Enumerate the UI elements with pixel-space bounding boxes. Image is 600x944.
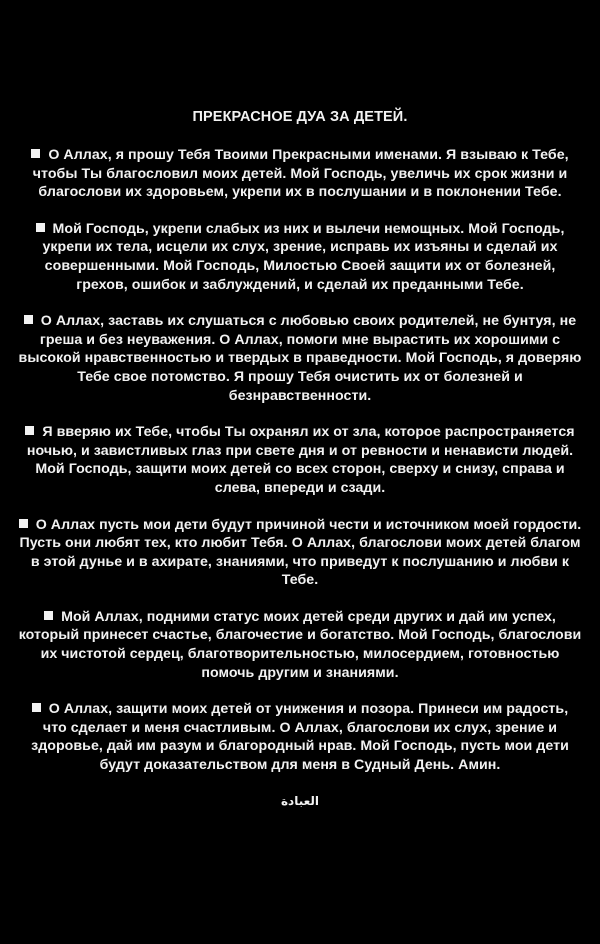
paragraph-text: О Аллах пусть мои дети будут причиной чести и источником моей гордости. Пусть они любят тех, кто любит Тебя. О Аллах, благослови моих детей благом в этой дунье и в ахирате, знаниями, что приведут к послушанию и любви к Тебе. (19, 516, 582, 589)
dua-paragraph-6 (18, 608, 582, 682)
paragraph-text: О Аллах, я прошу Тебя Твоими Прекрасными именами. Я взываю к Тебе, чтобы Ты благословил моих детей. Мой Господь, увеличь их срок жизни и благослови их здоровьем, укрепи их в послушании и в поклонении Тебе. (32, 147, 569, 201)
paragraph-text: Мой Аллах, подними статус моих детей среди других и дай им успех, который принесет счастье, благочестие и богатство. Мой Господь, благослови их чистотой сердец, благотворительностью, милосердием, готовностью помочь другим и знаниями. (18, 608, 582, 681)
square-bullet-icon (44, 611, 53, 620)
square-bullet-icon (31, 149, 40, 158)
paragraph-text: О Аллах, защити моих детей от унижения и позора. Принеси им радость, что сделает и меня счастливым. О Аллах, благослови их слух, зрение и здоровье, дай им разум и благородный нрав. Мой Господь, пусть мои дети будут доказательством для меня в Судный День. Амин. (31, 701, 569, 774)
paragraph-text: Я вверяю их Тебе, чтобы Ты охранял их от зла, которое распространяется ночью, и завистливых глаз при свете дня и от ревности и ненависти людей. Мой Господь, защити моих детей со всех сторон, сверху и снизу, справа и слева, впереди и сзади. (26, 424, 575, 496)
dua-paragraph-7 (18, 700, 582, 774)
dua-paragraph-5 (18, 516, 582, 590)
square-bullet-icon (25, 426, 34, 435)
square-bullet-icon (32, 703, 41, 712)
signature: العبادة (280, 793, 320, 808)
square-bullet-icon (19, 519, 28, 528)
paragraph-text: Мой Господь, укрепи слабых из них и вылечи немощных. Мой Господь, укрепи их тела, исцели их слух, зрение, исправь их изъяны и сделай их совершенными. Мой Господь, Милостью Своей защити их от болезней, грехов, ошибок и заблуждений, и сделай их преданными Тебе. (42, 220, 565, 293)
dua-paragraph-4 (18, 423, 582, 497)
dua-paragraph-2 (18, 220, 582, 294)
square-bullet-icon (36, 223, 45, 232)
page-title: ПРЕКРАСНОЕ ДУА ЗА ДЕТЕЙ. (192, 109, 408, 125)
dua-document (18, 108, 582, 809)
dua-paragraph-3 (18, 312, 582, 405)
paragraph-text: О Аллах, заставь их слушаться с любовью своих родителей, не бунтуя, не греша и без неуважения. О Аллах, помоги мне вырастить их хорошими с высокой нравственностью и твердых в праведности. Мой Господь, я доверяю Тебе свое потомство. Я прошу Тебя очистить их от болезней и безнравственности. (18, 313, 582, 404)
dua-paragraph-1 (18, 146, 582, 202)
square-bullet-icon (24, 315, 33, 324)
